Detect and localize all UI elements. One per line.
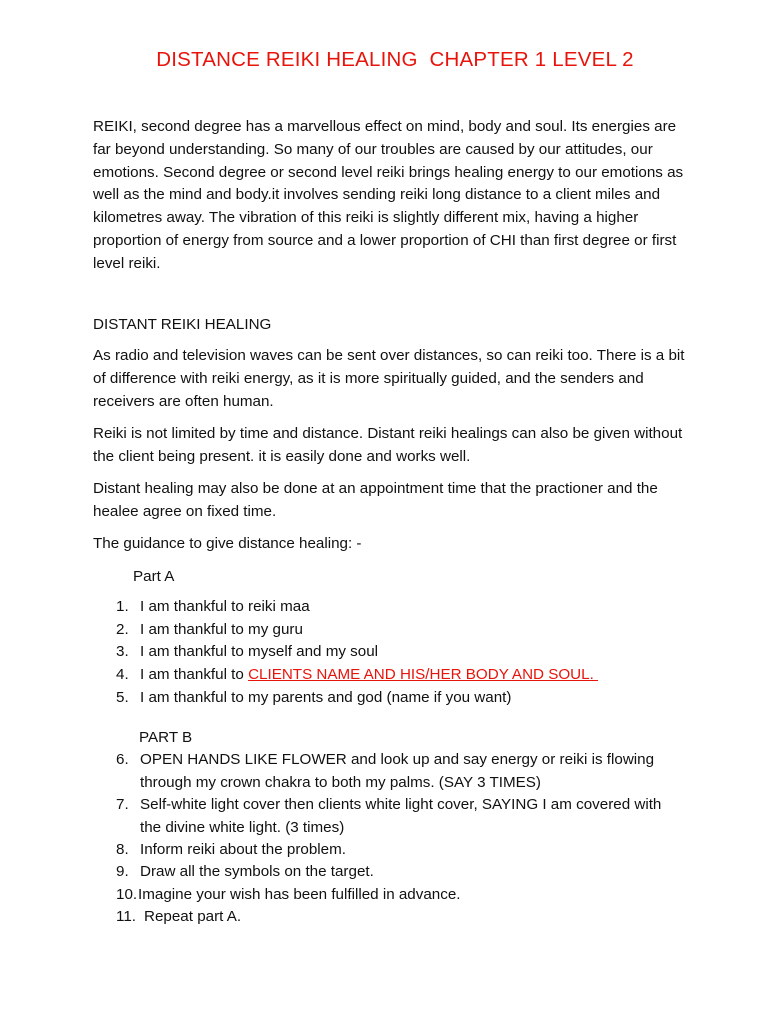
list-item-text: I am thankful to reiki maa: [140, 598, 310, 615]
list-item-text: Draw all the symbols on the target.: [140, 863, 374, 880]
list-item-number: 7.: [116, 796, 129, 813]
list-item-number: 5.: [116, 689, 129, 706]
list-item-text: Imagine your wish has been fulfilled in advance.: [138, 886, 461, 903]
list-item-text: I am thankful to myself and my soul: [140, 643, 379, 660]
list-item-text: I am thankful to my guru: [140, 621, 303, 638]
list-item-plain-text: I am thankful to: [140, 666, 249, 683]
list-item-text: I am thankful to my parents and god (name if you want): [140, 689, 512, 706]
list-item-number: 8.: [116, 841, 129, 858]
part-a-label: Part A: [133, 568, 175, 585]
part-b-label: PART B: [139, 729, 193, 746]
client-name-highlight: CLIENTS NAME AND HIS/HER BODY AND SOUL.: [248, 666, 599, 683]
list-item-text: Inform reiki about the problem.: [140, 841, 346, 858]
paragraph-appointment: Distant healing may also be done at an appointment time that the practioner and the healee agree on fixed time.: [93, 480, 658, 520]
list-item-number: 2.: [116, 621, 129, 638]
list-item-number: 10.: [116, 886, 138, 903]
list-item-number: 4.: [116, 666, 129, 683]
list-item-text: [140, 664, 685, 687]
intro-paragraph: REIKI, second degree has a marvellous effect on mind, body and soul. Its energies are far beyond understanding. So many of our troubles are caused by our attitudes, our emotions. Second degree or second level reiki brings healing energy to our emotions as well as the mind and body.it involves sending reiki long distance to a client miles and kilometres away. The vibration of this reiki is slightly different mix, having a higher proportion of energy from source and a lower proportion of CHI than first degree or first level reiki.: [93, 118, 684, 272]
list-item-text: Self-white light cover then clients white light cover, SAYING I am covered with the divine white light. (3 times): [140, 796, 662, 836]
page-title: DISTANCE REIKI HEALING CHAPTER 1 LEVEL 2: [156, 48, 634, 71]
list-item-number: 11.: [116, 908, 136, 925]
list-item-text: OPEN HANDS LIKE FLOWER and look up and say energy or reiki is flowing through my crown chakra to both my palms. (SAY 3 TIMES): [140, 751, 655, 791]
list-item-number: 9.: [116, 863, 129, 880]
paragraph-radio-waves: As radio and television waves can be sent over distances, so can reiki too. There is a bit of difference with reiki energy, as it is more spiritually guided, and the senders and receivers are often human.: [93, 347, 685, 410]
list-item-number: 3.: [116, 643, 129, 660]
list-item-text: Repeat part A.: [144, 908, 242, 925]
paragraph-guidance: The guidance to give distance healing: -: [93, 535, 362, 552]
paragraph-time-distance: Reiki is not limited by time and distance. Distant reiki healings can also be given without the client being present. it is easily done and works well.: [93, 425, 683, 465]
list-item-number: 6.: [116, 751, 129, 768]
list-item-number: 1.: [116, 598, 129, 615]
section-heading: DISTANT REIKI HEALING: [93, 316, 272, 333]
